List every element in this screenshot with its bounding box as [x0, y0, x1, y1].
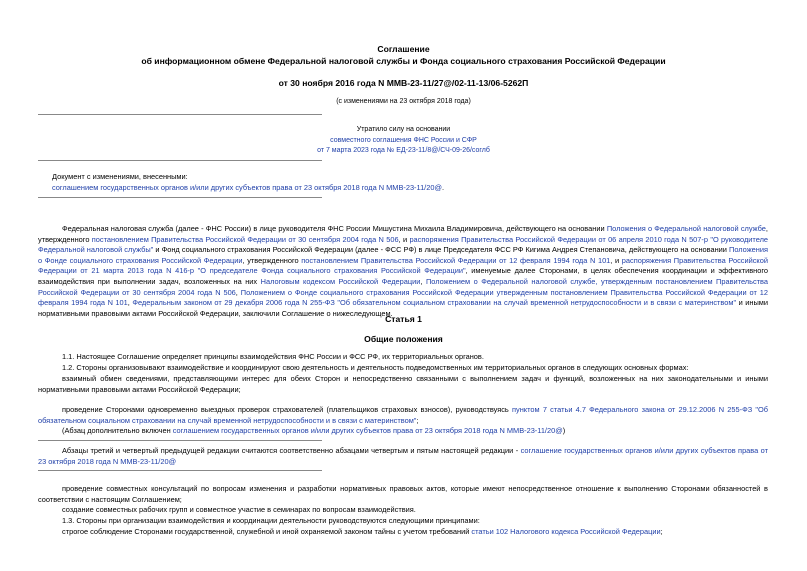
amendment-link[interactable]: соглашением государственных органов и/или других субъектов права от 23 октября 2018 года N ММВ-23-11/20@	[52, 183, 442, 192]
clause-text: ;	[416, 415, 419, 425]
clause-1-2-form-exchange: взаимный обмен сведениями, представляющими интерес для обеих Сторон и непосредственно связанными с выполнением задач и функций, возложенных на них законодательными и иными нормативными правовыми актами Российской Федерации;	[38, 374, 768, 394]
article-subheading: Общие положения	[364, 334, 443, 344]
preamble-text: , именуемые далее Сторонами, в целях обеспечения координации и эффективного взаимодействия при выполнении задач, возложенных на них	[38, 266, 768, 286]
clause-1-2-form-working-groups: создание совместных рабочих групп и совместное участие в семинарах по вопросам взаимодействия.	[62, 505, 416, 514]
document-title: Соглашение	[377, 44, 430, 54]
preamble-link[interactable]: Положения о Фонде социального страхования Российской Федерации	[38, 245, 768, 265]
amendment-link[interactable]: соглашение государственных органов и/или других субъектов права от 23 октября 2018 года N ММВ-23-11/20@	[38, 446, 768, 466]
amendment-link[interactable]: соглашением государственных органов и/или других субъектов права от 23 октября 2018 года N ММВ-23-11/20@	[172, 426, 563, 435]
preamble-text: , и	[398, 234, 410, 244]
inclusion-note	[38, 426, 768, 437]
void-notice-link[interactable]: совместного соглашения ФНС России и СФР	[330, 137, 477, 144]
preamble-link[interactable]: Налоговым кодексом Российской Федерации	[260, 276, 421, 286]
preamble-text: Федеральная налоговая служба (далее - ФНС России) в лице руководителя ФНС России Мишустина Михаила Владимировича, действующего на основании	[62, 224, 607, 233]
preamble-text: , утвержденного	[38, 224, 768, 244]
clause-text: проведение Сторонами одновременно выездных проверок страхователей (плательщиков страховых взносов), руководствуясь	[62, 405, 512, 414]
divider	[38, 160, 322, 161]
clause-1-3-secrecy	[38, 527, 768, 538]
changes-note: (с изменениями на 23 октября 2018 года)	[336, 98, 471, 105]
clause-1-2-form-audits	[38, 405, 768, 426]
void-notice-line1: Утратило силу на основании	[356, 126, 451, 133]
clause-1-1: 1.1. Настоящее Соглашение определяет принципы взаимодействия ФНС России и ФСС РФ, их территориальных органов.	[62, 352, 484, 361]
divider	[38, 470, 322, 471]
clause-1-2-form-consultations: проведение совместных консультаций по вопросам изменения и разработки нормативных правовых актов, которые имеют непосредственное отношение к выполнению Сторонами обязанностей в соответствии с настоящим Соглашением;	[38, 484, 768, 504]
clause-text: (Абзац дополнительно включен	[62, 426, 173, 435]
preamble-link[interactable]: распоряжения Правительства Российской Федерации от 21 марта 2013 года N 416-р "О председателе Фонда социального страхования Российской Федерации"	[38, 255, 768, 276]
preamble-link[interactable]: постановлением Правительства Российской Федерации от 12 февраля 1994 года N 101	[301, 255, 611, 265]
note-text: Абзацы третий и четвертый предыдущей редакции считаются соответственно абзацами четвертым и пятым настоящей редакции -	[62, 446, 521, 455]
document-subtitle: об информационном обмене Федеральной налоговой службы и Фонда социального страхования Российской Федерации	[141, 56, 666, 66]
clause-text: строгое соблюдение Сторонами государственной, служебной и иной охраняемой законом тайны с учетом требований	[62, 527, 472, 536]
preamble-text: и иными нормативными правовыми актами Российской Федерации, заключили Соглашение о нижеследующем.	[38, 298, 768, 318]
preamble-text: ,	[420, 276, 426, 286]
preamble-text: и Фонд социального страхования Российской Федерации (далее - ФСС РФ) в лице Председателя ФСС РФ Кигима Андрея Степановича, действующего на основании	[153, 245, 730, 255]
amendments-block	[52, 183, 752, 194]
preamble-link[interactable]: распоряжения Правительства Российской Федерации от 06 апреля 2010 года N 507-р "О руководителе Федеральной налоговой службы"	[38, 234, 769, 255]
preamble-text: , и	[610, 255, 622, 265]
clause-1-2: 1.2. Стороны организовывают взаимодействие и координируют свою деятельность и деятельность подведомственных им территориальных органов в следующих основных формах:	[62, 363, 689, 372]
article-heading: Статья 1	[385, 314, 422, 324]
preamble-paragraph	[38, 224, 768, 319]
preamble-link[interactable]: Федеральным законом от 29 декабря 2006 года N 255-ФЗ "Об обязательном социальном страховании на случай временной нетрудоспособности и в связи с материнством"	[132, 298, 737, 308]
editorial-note	[38, 446, 768, 467]
preamble-link[interactable]: Положением о Фонде социального страхования Российской Федерации утвержденным постановлением Правительства Российской Федерации от 12 февраля 1994 года N 101	[38, 287, 768, 308]
preamble-text: , утвержденного	[242, 255, 302, 265]
preamble-link[interactable]: Положением о Федеральной налоговой службе, утвержденным постановлением Правительства Российской Федерации от 30 сентября 2004 года N 506	[38, 276, 769, 297]
amendment-suffix: .	[441, 183, 445, 192]
preamble-text: ,	[235, 287, 241, 297]
document-date-number: от 30 ноября 2016 года N ММВ-23-11/27@/02-11-13/06-5262П	[278, 78, 529, 88]
preamble-link[interactable]: Положения о Федеральной налоговой службе	[606, 224, 766, 233]
clause-text: ;	[660, 527, 663, 536]
clause-1-3: 1.3. Стороны при организации взаимодействия и координации деятельности руководствуются следующими принципами:	[62, 516, 480, 525]
preamble-text: ,	[127, 298, 133, 308]
clause-text: )	[562, 426, 566, 435]
divider	[38, 440, 322, 441]
divider	[38, 197, 322, 198]
tax-code-link[interactable]: статьи 102 Налогового кодекса Российской Федерации	[471, 527, 661, 536]
law-link[interactable]: пунктом 7 статьи 4.7 Федерального закона от 29.12.2006 N 255-ФЗ "Об обязательном социальном страховании на случай временной нетрудоспособности и в связи с материнством"	[38, 405, 768, 425]
amendments-label: Документ с изменениями, внесенными:	[52, 172, 188, 181]
divider	[38, 114, 322, 115]
void-notice-link-date[interactable]: от 7 марта 2023 года № ЕД-23-11/8@/СЧ-09-26/соглб	[317, 147, 490, 154]
preamble-link[interactable]: постановлением Правительства Российской Федерации от 30 сентября 2004 года N 506	[91, 234, 399, 244]
